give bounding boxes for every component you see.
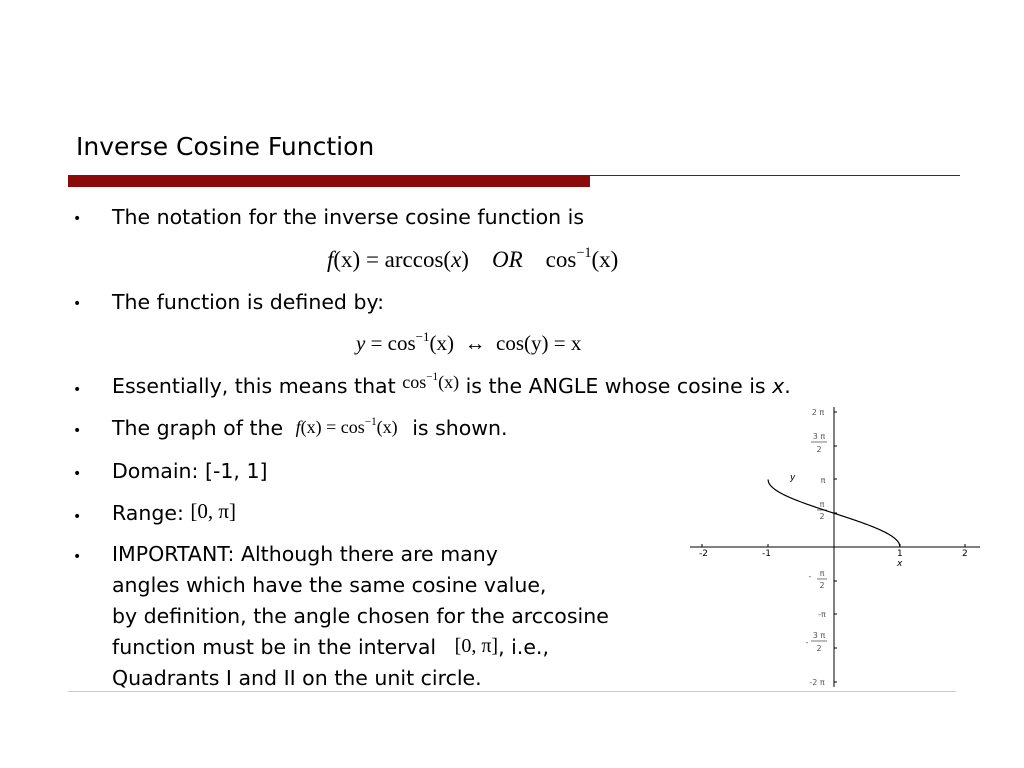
bullet-marker: • xyxy=(73,382,82,398)
important-line-3: by definition, the angle chosen for the arccosine xyxy=(112,604,609,628)
y-axis-label: y xyxy=(790,473,796,483)
definition-formula: $y = \cos^{-1}(x)$ ↔ cos(y) = x xyxy=(356,328,582,355)
title-accent-bar xyxy=(68,175,590,187)
inline-arccos: $\cos^{-1}(x)$ xyxy=(402,371,460,392)
y-tick-label: -2 π xyxy=(809,678,825,687)
important-line-1: IMPORTANT: Although there are many xyxy=(112,542,498,566)
y-tick-label: 3 π xyxy=(812,432,826,441)
y-tick-label: 2 xyxy=(816,644,822,653)
x-tick-label: 2 xyxy=(962,549,968,559)
interval-formula: [0, π] xyxy=(454,635,499,657)
bullet-angle-text: Essentially, this means that $\cos^{-1}(x)$ is the ANGLE whose cosine is x. xyxy=(112,371,791,398)
y-tick-label: 2 xyxy=(816,445,822,454)
y-tick-label: 2 π xyxy=(811,408,825,417)
bullet-definition-text: The function is defined by: xyxy=(112,290,385,314)
x-tick-label: -2 xyxy=(699,549,708,559)
range-interval: [0, π] xyxy=(190,499,237,523)
bullet-marker: • xyxy=(73,211,82,227)
y-tick-label: - xyxy=(805,638,809,647)
bullet-graph-text: The graph of the $f(x) = \cos^{-1}(x)$ is shown. xyxy=(112,416,508,440)
bullet-notation-text: The notation for the inverse cosine function is xyxy=(112,205,585,229)
y-tick-label: π xyxy=(819,500,825,509)
important-line-2: angles which have the same cosine value, xyxy=(112,573,547,597)
x-tick-label: 1 xyxy=(897,549,903,559)
bullet-marker: • xyxy=(73,466,82,482)
arccos-graph xyxy=(690,402,980,692)
important-line-4: function must be in the interval [0, π], i.e., xyxy=(112,635,549,659)
x-tick-label: -1 xyxy=(762,549,771,559)
bullet-marker: • xyxy=(73,296,82,312)
y-tick-label: 2 xyxy=(819,581,825,590)
title-rule xyxy=(590,175,960,176)
y-tick-label: π xyxy=(820,476,826,485)
y-tick-label: - xyxy=(808,572,812,581)
bullet-marker: • xyxy=(73,509,82,525)
x-axis-label: x xyxy=(897,559,903,569)
y-tick-label: -π xyxy=(818,610,826,619)
bullet-domain-text: Domain: [-1, 1] xyxy=(112,459,268,483)
y-tick-label: 3 π xyxy=(812,631,826,640)
bullet-range-text: Range: [0, π] xyxy=(112,499,237,525)
notation-formula: f(x) = arccos(x) OR $\cos^{-1}(x)$ xyxy=(327,245,619,272)
bullet-marker: • xyxy=(73,549,82,565)
arccos-graph-svg xyxy=(690,402,980,692)
y-tick-label: π xyxy=(819,569,825,578)
y-tick-label: 2 xyxy=(819,512,825,521)
bullet-marker: • xyxy=(73,423,82,439)
slide-title: Inverse Cosine Function xyxy=(76,132,375,161)
important-line-5: Quadrants I and II on the unit circle. xyxy=(112,666,482,690)
graph-formula: $f(x) = \cos^{-1}(x)$ xyxy=(295,416,398,437)
